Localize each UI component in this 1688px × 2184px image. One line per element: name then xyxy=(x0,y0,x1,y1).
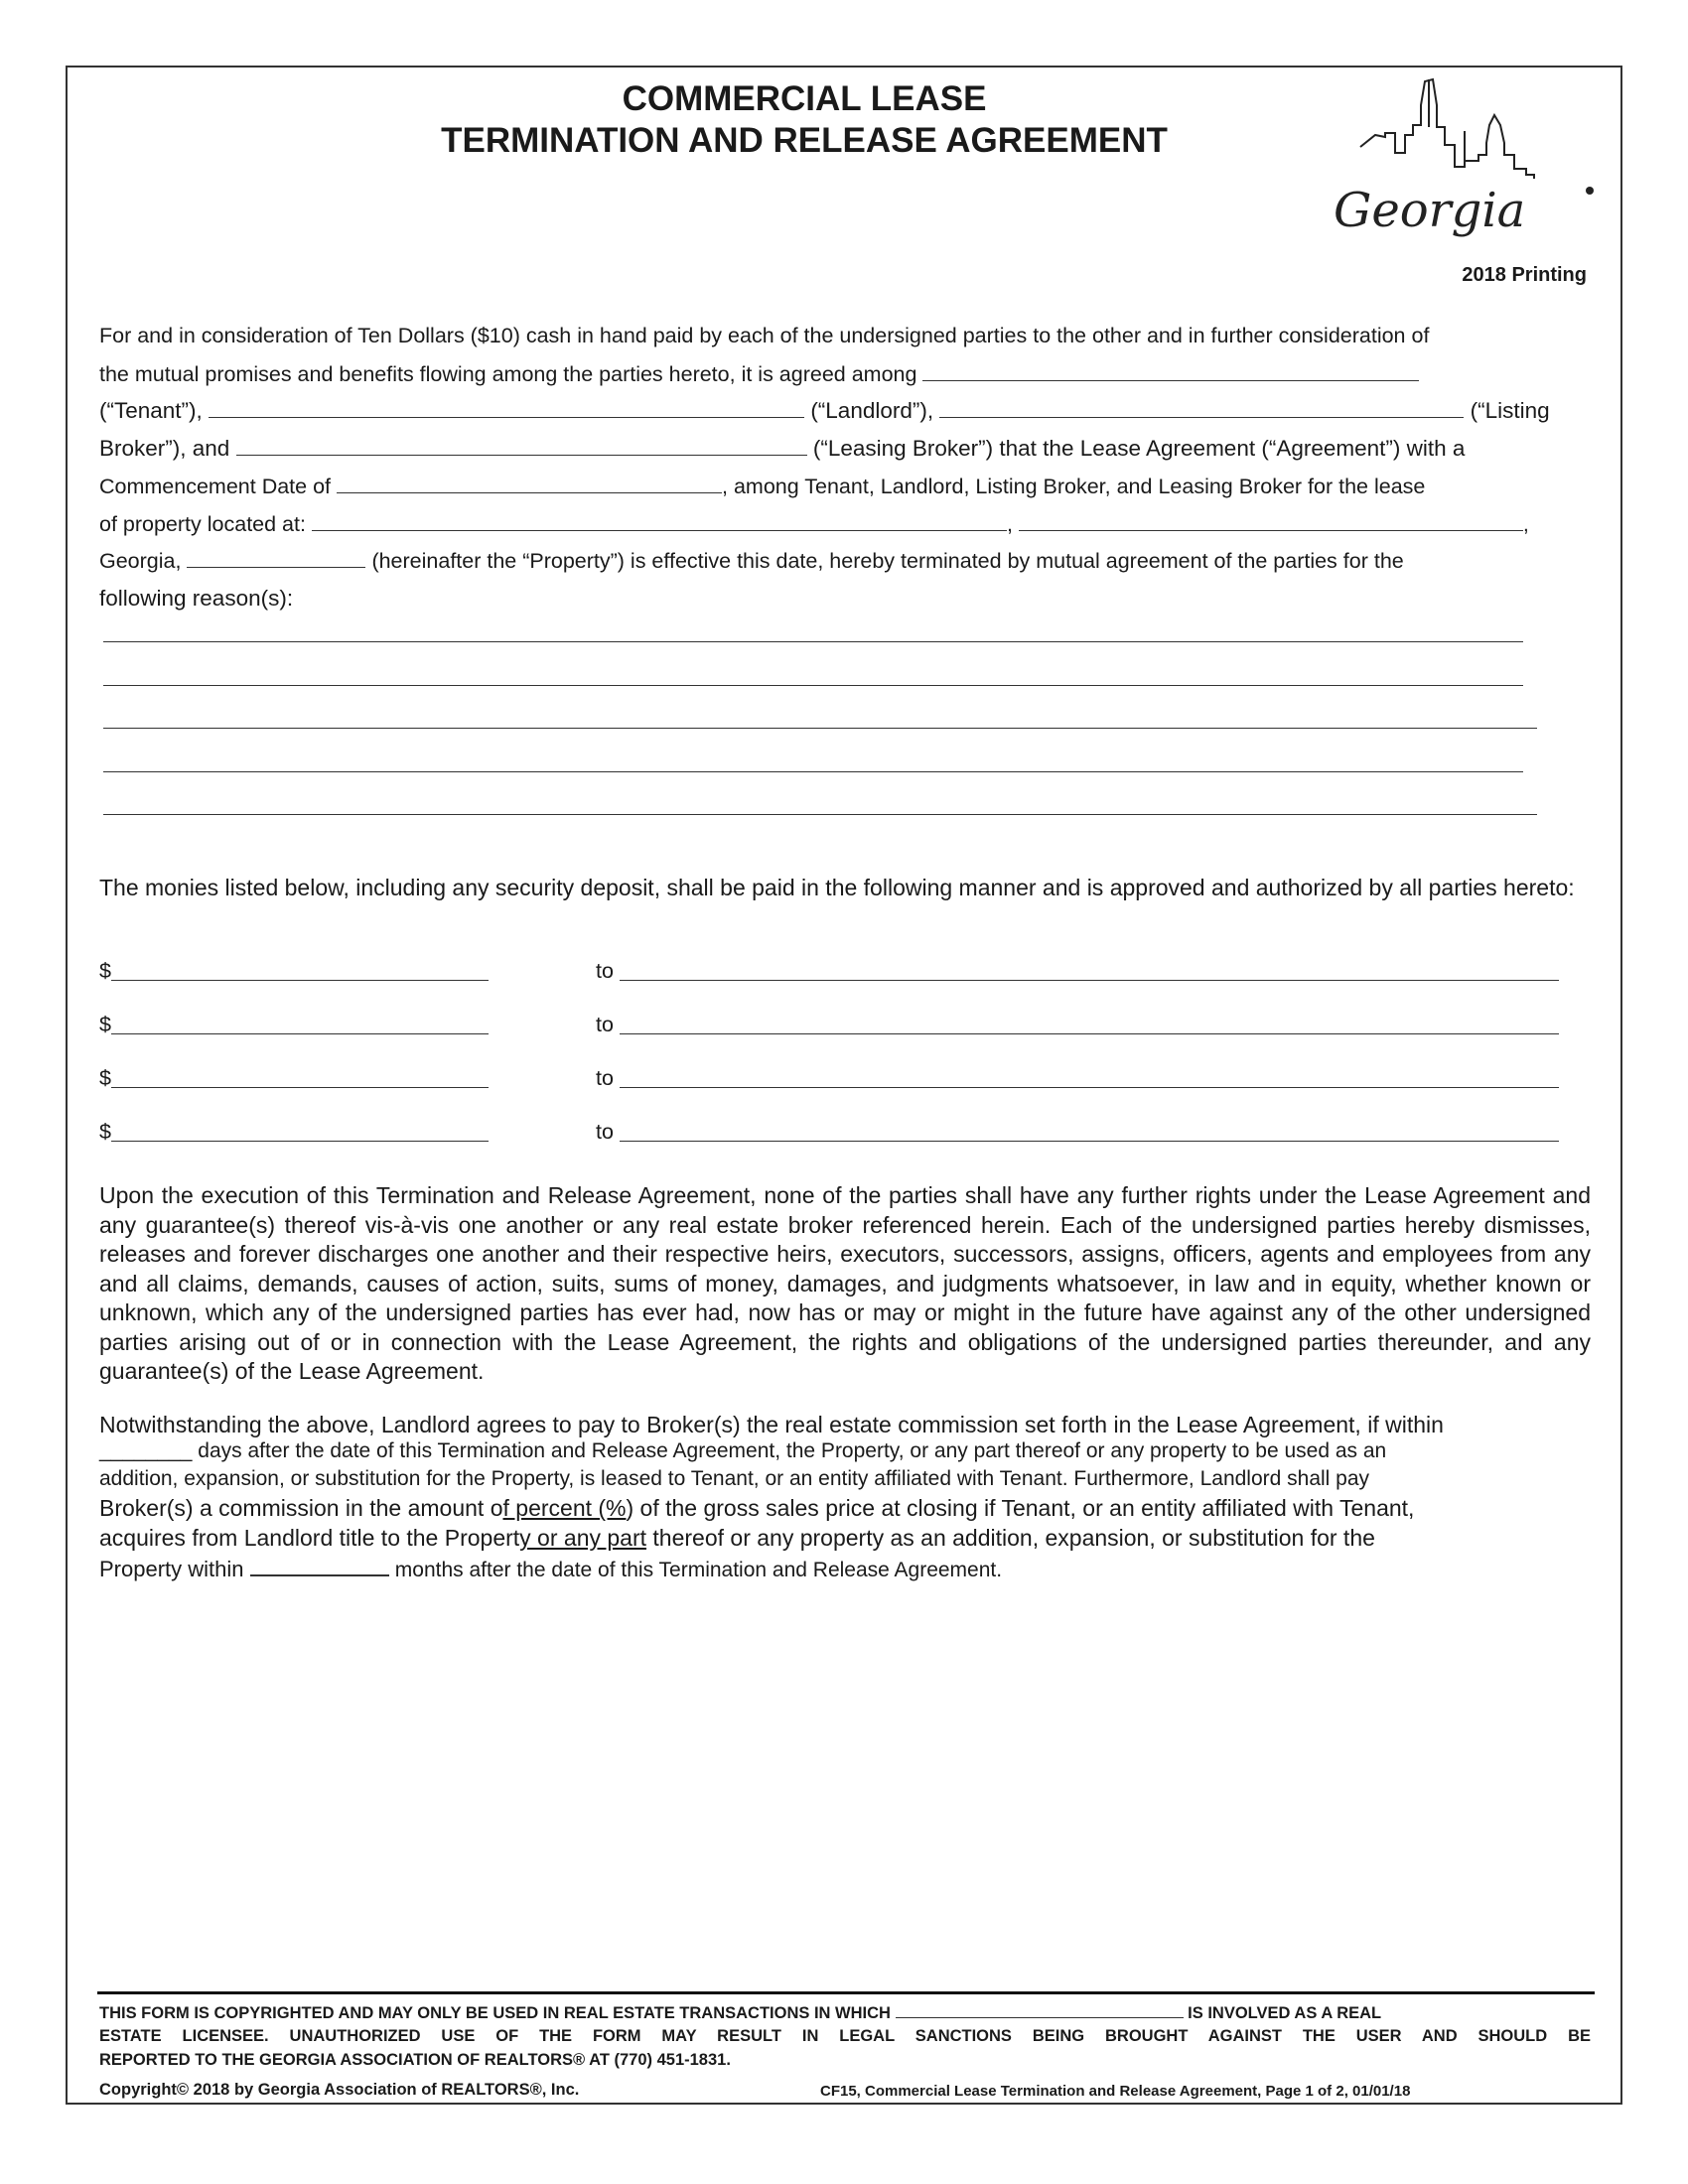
zip-blank[interactable] xyxy=(187,549,365,568)
intro-line-8: following reason(s): xyxy=(99,586,294,611)
dollar-sign: $ xyxy=(99,1066,111,1090)
logo-dot xyxy=(1586,187,1594,195)
property-within-text: Property within xyxy=(99,1557,244,1581)
amount-blank[interactable] xyxy=(111,1069,489,1088)
footer-line-1 xyxy=(99,2003,1591,2023)
tenant-label: (“Tenant”), xyxy=(99,398,203,423)
days-text: days after the date of this Termination and Release Agreement, the Property, or any part thereof or any property to be used as an xyxy=(192,1439,1387,1462)
monies-intro: The monies listed below, including any security deposit, shall be paid in the following manner and is approved and authorized by all parties hereto: xyxy=(99,875,1575,900)
money-row xyxy=(99,1066,489,1091)
georgia-skyline-logo xyxy=(1266,75,1604,264)
acquires-tail: thereof or any property as an addition, expansion, or substitution for the xyxy=(646,1525,1375,1551)
commission-line-5 xyxy=(99,1527,1375,1550)
dollar-sign: $ xyxy=(99,959,111,983)
release-paragraph: Upon the execution of this Termination and Release Agreement, none of the parties shall have any further rights under the Lease Agreement and any guarantee(s) thereof vis-à-vis one another or any real estate broker referenced herein. Each of the undersigned parties hereby dismisses, releases and forever discharges one another and their respective heirs, executors, successors, assigns, officers, agents and employees from any and all claims, demands, causes of action, suits, sums of money, damages, and judgments whatsoever, in law and in equity, whether known or unknown, which any of the undersigned parties has ever had, now has or may or might in the future have against any of the other undersigned parties arising out of or in connection with the Lease Agreement, the rights and obligations of the undersigned parties thereunder, and any guarantee(s) of the Lease Agreement. xyxy=(99,1182,1591,1384)
recipient-row xyxy=(596,1013,1559,1037)
landlord-blank[interactable] xyxy=(939,399,1464,418)
footer-line-3: REPORTED TO THE GEORGIA ASSOCIATION OF REALTORS® AT (770) 451-1831. xyxy=(99,2051,731,2069)
intro-line-6 xyxy=(99,512,1529,536)
form-id: CF15, Commercial Lease Termination and Release Agreement, Page 1 of 2, 01/01/18 xyxy=(820,2083,1411,2100)
recipient-row xyxy=(596,1066,1559,1091)
commission-line-1: Notwithstanding the above, Landlord agrees to pay to Broker(s) the real estate commission set forth in the Lease Agreement, if within xyxy=(99,1412,1444,1437)
commission-line-2 xyxy=(99,1440,1386,1461)
property-label: of property located at: xyxy=(99,512,306,536)
commencement-date-blank[interactable] xyxy=(337,475,722,493)
commission-amount-text: Broker(s) a commission in the amount o xyxy=(99,1495,503,1521)
to-label: to xyxy=(596,1120,614,1144)
footer-line-2: ESTATE LICENSEE. UNAUTHORIZED USE OF THE FORM MAY RESULT IN LEGAL SANCTIONS BEING BROUGHT AGAINST THE USER AND SHOULD BE xyxy=(99,2027,1591,2045)
recipient-blank[interactable] xyxy=(620,1123,1559,1142)
to-label: to xyxy=(596,1066,614,1090)
parties-blank[interactable] xyxy=(922,362,1419,381)
intro-line-2-text: the mutual promises and benefits flowing among the parties hereto, it is agreed among xyxy=(99,362,917,386)
reason-line[interactable] xyxy=(103,685,1523,686)
commencement-label: Commencement Date of xyxy=(99,475,332,498)
recipient-blank[interactable] xyxy=(620,1069,1559,1088)
dollar-sign: $ xyxy=(99,1120,111,1144)
intro-line-4 xyxy=(99,437,1465,461)
printing-year: 2018 Printing xyxy=(1462,264,1587,286)
broker-label: Broker”), and xyxy=(99,436,230,461)
commencement-tail: , among Tenant, Landlord, Listing Broker, and Leasing Broker for the lease xyxy=(722,475,1426,498)
comma-1: , xyxy=(1006,512,1013,536)
recipient-blank[interactable] xyxy=(620,1016,1559,1034)
property-city-blank[interactable] xyxy=(1019,512,1523,531)
property-tail: (hereinafter the “Property”) is effective this date, hereby terminated by mutual agreement of the parties for the xyxy=(371,549,1404,573)
title-line-2: TERMINATION AND RELEASE AGREEMENT xyxy=(441,121,1168,160)
acquires-text: acquires from Landlord title to the Propert xyxy=(99,1525,520,1551)
commission-line-6 xyxy=(99,1557,1002,1580)
amount-blank[interactable] xyxy=(111,1123,489,1142)
tenant-blank[interactable] xyxy=(209,399,804,418)
days-blank[interactable]: ________ xyxy=(99,1439,193,1462)
intro-line-5 xyxy=(99,475,1425,498)
part-text: y or any part xyxy=(519,1525,647,1551)
months-text: months after the date of this Termination and Release Agreement. xyxy=(394,1559,1003,1581)
copyright: Copyright© 2018 by Georgia Association of REALTORS®, Inc. xyxy=(99,2081,580,2099)
reason-line[interactable] xyxy=(103,771,1523,772)
intro-line-2 xyxy=(99,362,1419,386)
to-label: to xyxy=(596,1013,614,1036)
footer-rule xyxy=(97,1991,1595,1994)
percent-blank[interactable]: f percent (% xyxy=(502,1495,627,1521)
logo-text: Georgia xyxy=(1334,183,1526,238)
recipient-blank[interactable] xyxy=(620,962,1559,981)
reason-line[interactable] xyxy=(103,728,1537,729)
title-line-1: COMMERCIAL LEASE xyxy=(622,79,987,118)
licensee-blank[interactable] xyxy=(896,2003,1184,2018)
georgia-label: Georgia, xyxy=(99,549,182,573)
footer-involved-text: IS INVOLVED AS A REAL xyxy=(1188,2004,1382,2022)
money-row xyxy=(99,959,489,984)
dollar-sign: $ xyxy=(99,1013,111,1036)
comma-2: , xyxy=(1522,512,1529,536)
landlord-label: (“Landlord”), xyxy=(810,398,934,423)
commission-tail: ) of the gross sales price at closing if Tenant, or an entity affiliated with Tenant, xyxy=(626,1495,1415,1521)
recipient-row xyxy=(596,1120,1559,1145)
listing-broker-blank[interactable] xyxy=(236,437,807,456)
intro-line-3 xyxy=(99,399,1550,423)
recipient-row xyxy=(596,959,1559,984)
intro-line-7 xyxy=(99,549,1404,573)
property-address-blank[interactable] xyxy=(312,512,1007,531)
footer-copyright-text: THIS FORM IS COPYRIGHTED AND MAY ONLY BE USED IN REAL ESTATE TRANSACTIONS IN WHICH xyxy=(99,2004,891,2022)
commission-line-3: addition, expansion, or substitution for the Property, is leased to Tenant, or an entity affiliated with Tenant. Furthermore, Landlord shall pay xyxy=(99,1467,1370,1490)
reason-line[interactable] xyxy=(103,814,1537,815)
money-row xyxy=(99,1013,489,1037)
reason-line[interactable] xyxy=(103,641,1523,642)
amount-blank[interactable] xyxy=(111,1016,489,1034)
months-blank[interactable] xyxy=(250,1557,389,1576)
commission-line-4 xyxy=(99,1497,1414,1520)
money-row xyxy=(99,1120,489,1145)
leasing-broker-label: (“Leasing Broker”) that the Lease Agreement (“Agreement”) with a xyxy=(812,436,1466,461)
amount-blank[interactable] xyxy=(111,962,489,981)
intro-line-1: For and in consideration of Ten Dollars ($10) cash in hand paid by each of the undersigned parties to the other and in further consideration of xyxy=(99,324,1430,347)
to-label: to xyxy=(596,959,614,983)
listing-label: (“Listing xyxy=(1470,398,1550,423)
